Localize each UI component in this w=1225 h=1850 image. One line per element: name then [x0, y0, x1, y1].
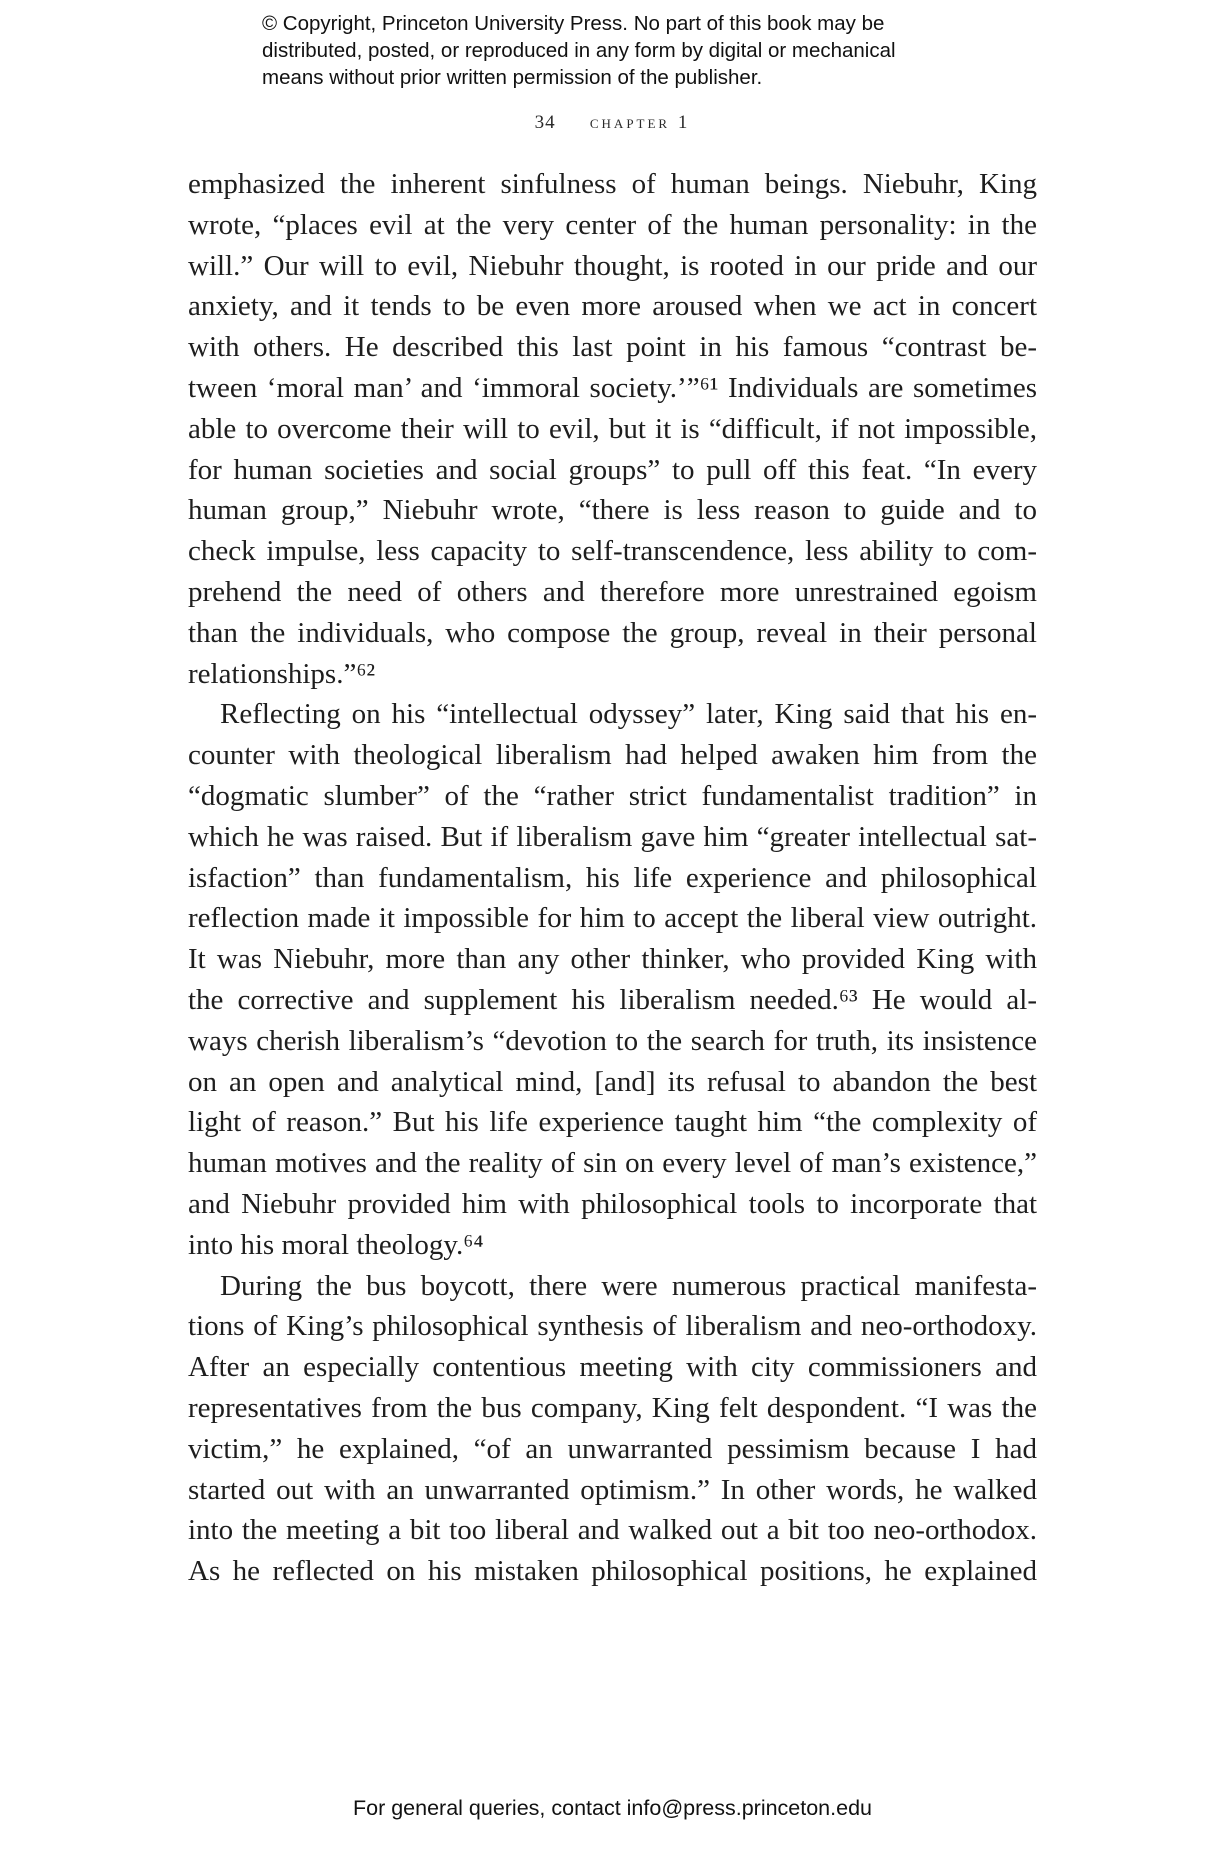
page-number: 34 — [534, 112, 556, 133]
running-head — [0, 112, 1225, 134]
text-line: human motives and the reality of sin on every level of man’s existence,” — [188, 1147, 1037, 1180]
chapter-label: chapter 1 — [589, 112, 691, 133]
text-line: light of reason.” But his life experience taught him “the complexity of — [188, 1106, 1037, 1139]
text-line: and Niebuhr provided him with philosophical tools to incorporate that — [188, 1187, 1037, 1220]
text-line: for human societies and social groups” to pull off this feat. “In every — [188, 453, 1037, 486]
copyright-line: © Copyright, Princeton University Press. No part of this book may be — [262, 12, 885, 35]
text-line: into his moral theology.⁶⁴ — [188, 1228, 484, 1261]
text-line: counter with theological liberalism had helped awaken him from the — [188, 739, 1037, 772]
text-line: ways cherish liberalism’s “devotion to the search for truth, its insistence — [188, 1024, 1037, 1057]
text-line: check impulse, less capacity to self-transcendence, less ability to com- — [188, 535, 1037, 568]
text-line: victim,” he explained, “of an unwarranted pessimism because I had — [188, 1432, 1037, 1465]
text-line: human group,” Niebuhr wrote, “there is less reason to guide and to — [188, 494, 1037, 527]
text-line: As he reflected on his mistaken philosophical positions, he explained — [188, 1555, 1037, 1588]
text-line: isfaction” than fundamentalism, his life experience and philosophical — [188, 861, 1037, 894]
copyright-line: distributed, posted, or reproduced in any form by digital or mechanical — [262, 39, 896, 62]
text-line: It was Niebuhr, more than any other thinker, who provided King with — [188, 943, 1037, 976]
text-line: “dogmatic slumber” of the “rather strict fundamentalist tradition” in — [188, 779, 1037, 812]
text-line: into the meeting a bit too liberal and walked out a bit too neo-orthodox. — [188, 1514, 1037, 1547]
body-text — [188, 164, 1037, 1592]
copyright-line: means without prior written permission of the publisher. — [262, 66, 763, 89]
text-line: on an open and analytical mind, [and] its refusal to abandon the best — [188, 1065, 1037, 1098]
text-line: started out with an unwarranted optimism.” In other words, he walked — [188, 1473, 1037, 1506]
contact-footer: For general queries, contact info@press.princeton.edu — [352, 1796, 872, 1820]
copyright-notice — [262, 10, 982, 91]
text-line: able to overcome their will to evil, but it is “difficult, if not impossible, — [188, 412, 1037, 445]
text-line: During the bus boycott, there were numerous practical manifesta- — [220, 1269, 1037, 1302]
text-line: reflection made it impossible for him to accept the liberal view outright. — [188, 902, 1037, 935]
text-line: After an especially contentious meeting with city commissioners and — [188, 1351, 1037, 1384]
text-line: Reflecting on his “intellectual odyssey” later, King said that his en- — [220, 698, 1037, 731]
text-line: tween ‘moral man’ and ‘immoral society.’”⁶¹ Individuals are sometimes — [188, 371, 1037, 404]
text-line: the corrective and supplement his liberalism needed.⁶³ He would al- — [188, 983, 1037, 1016]
text-line: representatives from the bus company, King felt despondent. “I was the — [188, 1391, 1037, 1424]
text-line: which he was raised. But if liberalism gave him “greater intellectual sat- — [188, 820, 1037, 853]
text-line: will.” Our will to evil, Niebuhr thought, is rooted in our pride and our — [188, 249, 1037, 282]
text-line: wrote, “places evil at the very center of the human personality: in the — [188, 208, 1037, 241]
text-line: relationships.”⁶² — [188, 657, 376, 690]
text-line: anxiety, and it tends to be even more aroused when we act in concert — [188, 290, 1037, 323]
text-line: emphasized the inherent sinfulness of human beings. Niebuhr, King — [188, 168, 1037, 200]
text-line: tions of King’s philosophical synthesis of liberalism and neo-orthodoxy. — [188, 1310, 1037, 1343]
text-line: with others. He described this last point in his famous “contrast be- — [188, 331, 1037, 364]
text-line: than the individuals, who compose the group, reveal in their personal — [188, 616, 1037, 649]
text-line: prehend the need of others and therefore more unrestrained egoism — [188, 575, 1037, 608]
